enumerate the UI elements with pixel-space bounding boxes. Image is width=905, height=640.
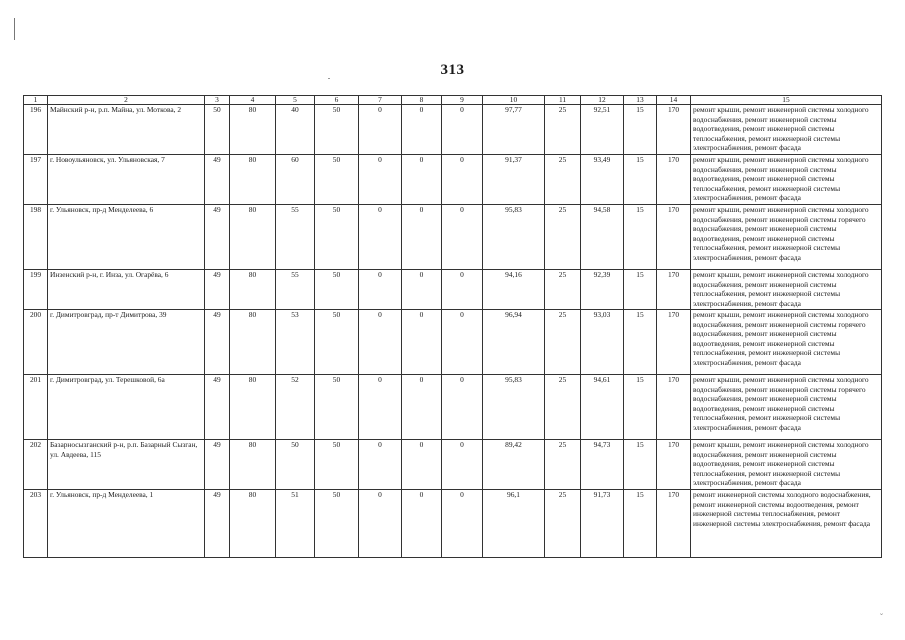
col3-cell: 49 <box>205 270 230 310</box>
address-cell: г. Димитровград, ул. Терешковой, 6а <box>48 375 205 440</box>
table-row <box>24 155 882 205</box>
col11-cell: 25 <box>545 105 581 155</box>
column-number-header: 14 <box>657 96 691 105</box>
works-list-cell: ремонт крыши, ремонт инженерной системы холодного водоснабжения, ремонт инженерной системы горячего водоснабжения, ремонт инженерной системы водоотведения, ремонт инженерной системы теплоснабжения, ремонт инженерной системы электроснабжения, ремонт фасада <box>691 310 882 375</box>
col4-cell: 80 <box>230 440 276 490</box>
col14-cell: 170 <box>657 270 691 310</box>
col4-cell: 80 <box>230 270 276 310</box>
repair-register-table <box>23 95 882 558</box>
col8-cell: 0 <box>402 205 442 270</box>
col6-cell: 50 <box>315 375 359 440</box>
col3-cell: 49 <box>205 375 230 440</box>
col14-cell: 170 <box>657 205 691 270</box>
col9-cell: 0 <box>442 270 483 310</box>
row-number-cell: 202 <box>24 440 48 490</box>
col6-cell: 50 <box>315 440 359 490</box>
col7-cell: 0 <box>359 205 402 270</box>
table-row <box>24 375 882 440</box>
col7-cell: 0 <box>359 440 402 490</box>
col3-cell: 49 <box>205 490 230 558</box>
col4-cell: 80 <box>230 105 276 155</box>
column-number-header: 1 <box>24 96 48 105</box>
column-number-header: 8 <box>402 96 442 105</box>
address-cell: Базарносызганский р-н, р.п. Базарный Сызган, ул. Авдеева, 115 <box>48 440 205 490</box>
col3-cell: 49 <box>205 155 230 205</box>
col10-cell: 94,16 <box>483 270 545 310</box>
scan-speck-corner: ˘ <box>880 612 883 622</box>
col10-cell: 89,42 <box>483 440 545 490</box>
col12-cell: 91,73 <box>581 490 624 558</box>
col11-cell: 25 <box>545 205 581 270</box>
col11-cell: 25 <box>545 270 581 310</box>
col14-cell: 170 <box>657 490 691 558</box>
works-list-cell: ремонт крыши, ремонт инженерной системы холодного водоснабжения, ремонт инженерной системы водоотведения, ремонт инженерной системы теплоснабжения, ремонт инженерной системы электроснабжения, ремонт фасада <box>691 155 882 205</box>
address-cell: Инзенский р-н, г. Инза, ул. Огарёва, 6 <box>48 270 205 310</box>
col13-cell: 15 <box>624 155 657 205</box>
column-number-header: 4 <box>230 96 276 105</box>
address-cell: Майнский р-н, р.п. Майна, ул. Моткова, 2 <box>48 105 205 155</box>
col11-cell: 25 <box>545 155 581 205</box>
col5-cell: 55 <box>276 205 315 270</box>
col14-cell: 170 <box>657 155 691 205</box>
page-number: 313 <box>440 62 465 78</box>
col8-cell: 0 <box>402 105 442 155</box>
col8-cell: 0 <box>402 155 442 205</box>
table-row <box>24 490 882 558</box>
row-number-cell: 203 <box>24 490 48 558</box>
col9-cell: 0 <box>442 155 483 205</box>
col9-cell: 0 <box>442 375 483 440</box>
column-number-header: 15 <box>691 96 882 105</box>
col8-cell: 0 <box>402 375 442 440</box>
col10-cell: 95,83 <box>483 205 545 270</box>
col13-cell: 15 <box>624 270 657 310</box>
works-list-cell: ремонт крыши, ремонт инженерной системы холодного водоснабжения, ремонт инженерной системы теплоснабжения, ремонт инженерной системы электроснабжения, ремонт фасада <box>691 270 882 310</box>
col6-cell: 50 <box>315 205 359 270</box>
col12-cell: 94,58 <box>581 205 624 270</box>
col7-cell: 0 <box>359 270 402 310</box>
col13-cell: 15 <box>624 490 657 558</box>
col7-cell: 0 <box>359 155 402 205</box>
col11-cell: 25 <box>545 375 581 440</box>
row-number-cell: 197 <box>24 155 48 205</box>
col5-cell: 60 <box>276 155 315 205</box>
row-number-cell: 201 <box>24 375 48 440</box>
col9-cell: 0 <box>442 440 483 490</box>
col5-cell: 51 <box>276 490 315 558</box>
col5-cell: 50 <box>276 440 315 490</box>
col4-cell: 80 <box>230 155 276 205</box>
col9-cell: 0 <box>442 105 483 155</box>
col13-cell: 15 <box>624 440 657 490</box>
col6-cell: 50 <box>315 155 359 205</box>
column-number-header: 11 <box>545 96 581 105</box>
col7-cell: 0 <box>359 105 402 155</box>
column-number-header: 5 <box>276 96 315 105</box>
column-number-header: 13 <box>624 96 657 105</box>
col11-cell: 25 <box>545 440 581 490</box>
table-row <box>24 440 882 490</box>
col3-cell: 49 <box>205 440 230 490</box>
table-row <box>24 270 882 310</box>
col4-cell: 80 <box>230 205 276 270</box>
col10-cell: 96,1 <box>483 490 545 558</box>
col12-cell: 92,39 <box>581 270 624 310</box>
col12-cell: 93,49 <box>581 155 624 205</box>
works-list-cell: ремонт крыши, ремонт инженерной системы холодного водоснабжения, ремонт инженерной системы горячего водоснабжения, ремонт инженерной системы водоотведения, ремонт инженерной системы теплоснабжения, ремонт инженерной системы электроснабжения, ремонт фасада <box>691 205 882 270</box>
row-number-cell: 198 <box>24 205 48 270</box>
row-number-cell: 200 <box>24 310 48 375</box>
col5-cell: 52 <box>276 375 315 440</box>
col6-cell: 50 <box>315 490 359 558</box>
column-number-header: 10 <box>483 96 545 105</box>
col3-cell: 49 <box>205 310 230 375</box>
works-list-cell: ремонт крыши, ремонт инженерной системы холодного водоснабжения, ремонт инженерной системы горячего водоснабжения, ремонт инженерной системы водоотведения, ремонт инженерной системы теплоснабжения, ремонт инженерной системы электроснабжения, ремонт фасада <box>691 375 882 440</box>
col13-cell: 15 <box>624 310 657 375</box>
col3-cell: 49 <box>205 205 230 270</box>
address-cell: г. Ульяновск, пр-д Менделеева, 1 <box>48 490 205 558</box>
col12-cell: 94,73 <box>581 440 624 490</box>
col12-cell: 93,03 <box>581 310 624 375</box>
col7-cell: 0 <box>359 375 402 440</box>
col8-cell: 0 <box>402 440 442 490</box>
works-list-cell: ремонт крыши, ремонт инженерной системы холодного водоснабжения, ремонт инженерной системы водоотведения, ремонт инженерной системы теплоснабжения, ремонт инженерной системы электроснабжения, ремонт фасада <box>691 105 882 155</box>
column-numbers-row <box>24 96 882 105</box>
column-number-header: 7 <box>359 96 402 105</box>
col6-cell: 50 <box>315 310 359 375</box>
col3-cell: 50 <box>205 105 230 155</box>
row-number-cell: 199 <box>24 270 48 310</box>
col12-cell: 94,61 <box>581 375 624 440</box>
column-number-header: 12 <box>581 96 624 105</box>
address-cell: г. Димитровград, пр-т Димитрова, 39 <box>48 310 205 375</box>
col5-cell: 53 <box>276 310 315 375</box>
col10-cell: 95,83 <box>483 375 545 440</box>
col8-cell: 0 <box>402 490 442 558</box>
col8-cell: 0 <box>402 310 442 375</box>
scan-edge-mark <box>14 18 15 40</box>
table-row <box>24 205 882 270</box>
works-list-cell: ремонт крыши, ремонт инженерной системы холодного водоснабжения, ремонт инженерной системы водоотведения, ремонт инженерной системы теплоснабжения, ремонт инженерной системы электроснабжения, ремонт фасада <box>691 440 882 490</box>
column-number-header: 9 <box>442 96 483 105</box>
col14-cell: 170 <box>657 375 691 440</box>
col8-cell: 0 <box>402 270 442 310</box>
col4-cell: 80 <box>230 375 276 440</box>
col13-cell: 15 <box>624 105 657 155</box>
col13-cell: 15 <box>624 205 657 270</box>
col5-cell: 55 <box>276 270 315 310</box>
col4-cell: 80 <box>230 490 276 558</box>
col6-cell: 50 <box>315 105 359 155</box>
col10-cell: 97,77 <box>483 105 545 155</box>
col12-cell: 92,51 <box>581 105 624 155</box>
col10-cell: 91,37 <box>483 155 545 205</box>
column-number-header: 2 <box>48 96 205 105</box>
col9-cell: 0 <box>442 490 483 558</box>
works-list-cell: ремонт инженерной системы холодного водоснабжения, ремонт инженерной системы водоотведения, ремонт инженерной системы теплоснабжения, ремонт инженерной системы электроснабжения, ремонт фасада <box>691 490 882 558</box>
col14-cell: 170 <box>657 105 691 155</box>
col11-cell: 25 <box>545 490 581 558</box>
col9-cell: 0 <box>442 310 483 375</box>
col4-cell: 80 <box>230 310 276 375</box>
address-cell: г. Новоульяновск, ул. Ульяновская, 7 <box>48 155 205 205</box>
row-number-cell: 196 <box>24 105 48 155</box>
col7-cell: 0 <box>359 310 402 375</box>
col6-cell: 50 <box>315 270 359 310</box>
col14-cell: 170 <box>657 440 691 490</box>
col14-cell: 170 <box>657 310 691 375</box>
col9-cell: 0 <box>442 205 483 270</box>
col5-cell: 40 <box>276 105 315 155</box>
col11-cell: 25 <box>545 310 581 375</box>
col7-cell: 0 <box>359 490 402 558</box>
table-body <box>24 105 882 558</box>
table-row <box>24 105 882 155</box>
col13-cell: 15 <box>624 375 657 440</box>
col10-cell: 96,94 <box>483 310 545 375</box>
address-cell: г. Ульяновск, пр-д Менделеева, 6 <box>48 205 205 270</box>
table-row <box>24 310 882 375</box>
column-number-header: 3 <box>205 96 230 105</box>
column-number-header: 6 <box>315 96 359 105</box>
